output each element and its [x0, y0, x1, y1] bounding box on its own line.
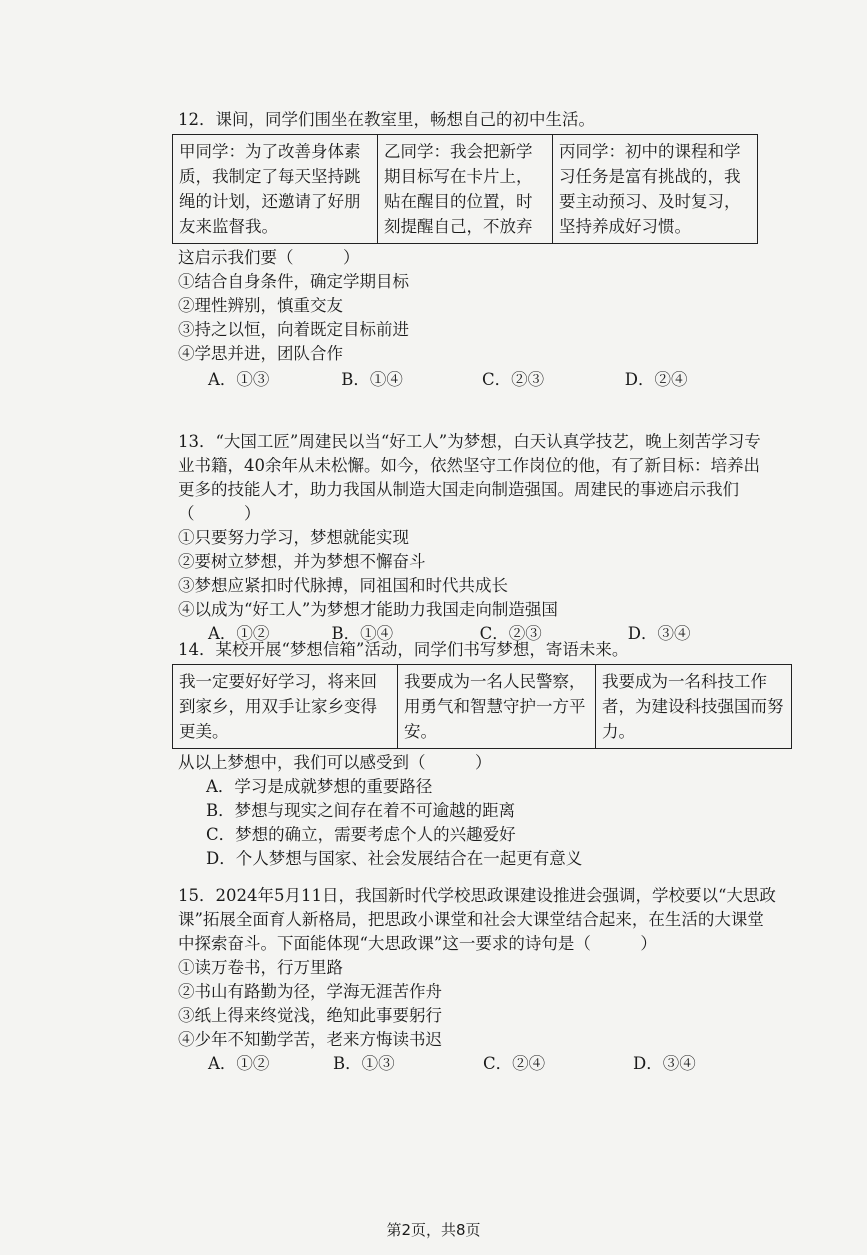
choice-d: D．②④: [624, 370, 688, 389]
question-15-stem: 15．2024年5月11日，我国新时代学校思政课建设推进会强调，学校要以“大思政课”拓展全面育人新格局，把思政小课堂和社会大课堂结合起来，在生活的大课堂中探索奋斗。下面能体现“大思政课”这一要求的诗句是（ ）: [178, 886, 776, 953]
question-12-stem: 12．课间，同学们围坐在教室里，畅想自己的初中生活。: [178, 110, 595, 129]
statement-item: ②理性辨别，慎重交友: [178, 296, 343, 315]
question-12-prompt: 这启示我们要（ ）: [178, 248, 360, 267]
choice-b: B．①④: [341, 370, 403, 389]
choice-a: A．①③: [208, 370, 270, 389]
question-14-table: [172, 664, 792, 749]
statement-item: ③梦想应紧扣时代脉搏，同祖国和时代共成长: [178, 576, 508, 595]
choice-c: C．②④: [483, 1054, 546, 1073]
option-c: C．梦想的确立，需要考虑个人的兴趣爱好: [206, 825, 516, 844]
question-12-table: [172, 134, 758, 244]
choice-b: B．①④: [331, 624, 394, 643]
question-14-prompt: 从以上梦想中，我们可以感受到（ ）: [178, 753, 492, 772]
statement-item: ②书山有路勤为径，学海无涯苦作舟: [178, 982, 442, 1001]
choice-a: A．①②: [208, 1054, 270, 1073]
question-15: [178, 884, 780, 1076]
table-cell: 我一定要好好学习，将来回到家乡，用双手让家乡变得更美。: [173, 665, 398, 748]
table-cell: 甲同学：为了改善身体素质，我制定了每天坚持跳绳的计划，还邀请了好朋友来监督我。: [173, 135, 378, 243]
choice-c: C．②③: [479, 624, 542, 643]
option-b: B．梦想与现实之间存在着不可逾越的距离: [206, 801, 516, 820]
statement-item: ①结合自身条件，确定学期目标: [178, 272, 409, 291]
question-13: [178, 430, 766, 646]
table-cell: 我要成为一名人民警察，用勇气和智慧守护一方平安。: [398, 665, 596, 748]
option-a: A．学习是成就梦想的重要路径: [206, 777, 433, 796]
statement-item: ④以成为“好工人”为梦想才能助力我国走向制造强国: [178, 600, 558, 619]
choice-b: B．①③: [333, 1054, 395, 1073]
option-d: D．个人梦想与国家、社会发展结合在一起更有意义: [206, 849, 583, 868]
question-14: [178, 638, 792, 871]
statement-item: ①读万卷书，行万里路: [178, 958, 343, 977]
question-12: [178, 108, 758, 392]
choice-d: D．③④: [627, 624, 691, 643]
statement-item: ①只要努力学习，梦想就能实现: [178, 528, 409, 547]
question-13-stem: 13．“大国工匠”周建民以当“好工人”为梦想，白天认真学技艺，晚上刻苦学习专业书籍，40余年从未松懈。如今，依然坚守工作岗位的他，有了新目标：培养出更多的技能人才，助力我国从制造大国走向制造强国。周建民的事迹启示我们（ ）: [178, 432, 761, 523]
choice-a: A．①②: [208, 624, 270, 643]
statement-item: ④学思并进，团队合作: [178, 344, 343, 363]
choice-d: D．③④: [633, 1054, 696, 1073]
statement-item: ③持之以恒，向着既定目标前进: [178, 320, 409, 339]
table-cell: 丙同学：初中的课程和学习任务是富有挑战的，我要主动预习、及时复习，坚持养成好习惯。: [559, 142, 741, 236]
statement-item: ③纸上得来终觉浅，绝知此事要躬行: [178, 1006, 442, 1025]
choice-c: C．②③: [482, 370, 545, 389]
answer-choices: [178, 1052, 780, 1076]
answer-choices: [178, 368, 758, 392]
question-14-stem: 14．某校开展“梦想信箱”活动，同学们书写梦想，寄语未来。: [178, 640, 629, 659]
table-cell: 乙同学：我会把新学期目标写在卡片上，贴在醒目的位置，时刻提醒自己，不放弃: [378, 135, 553, 243]
statement-item: ②要树立梦想，并为梦想不懈奋斗: [178, 552, 426, 571]
page-number: 第2页，共8页: [386, 1221, 481, 1239]
table-cell: 我要成为一名科技工作者，为建设科技强国而努力。: [602, 672, 784, 741]
statement-item: ④少年不知勤学苦，老来方悔读书迟: [178, 1030, 442, 1049]
